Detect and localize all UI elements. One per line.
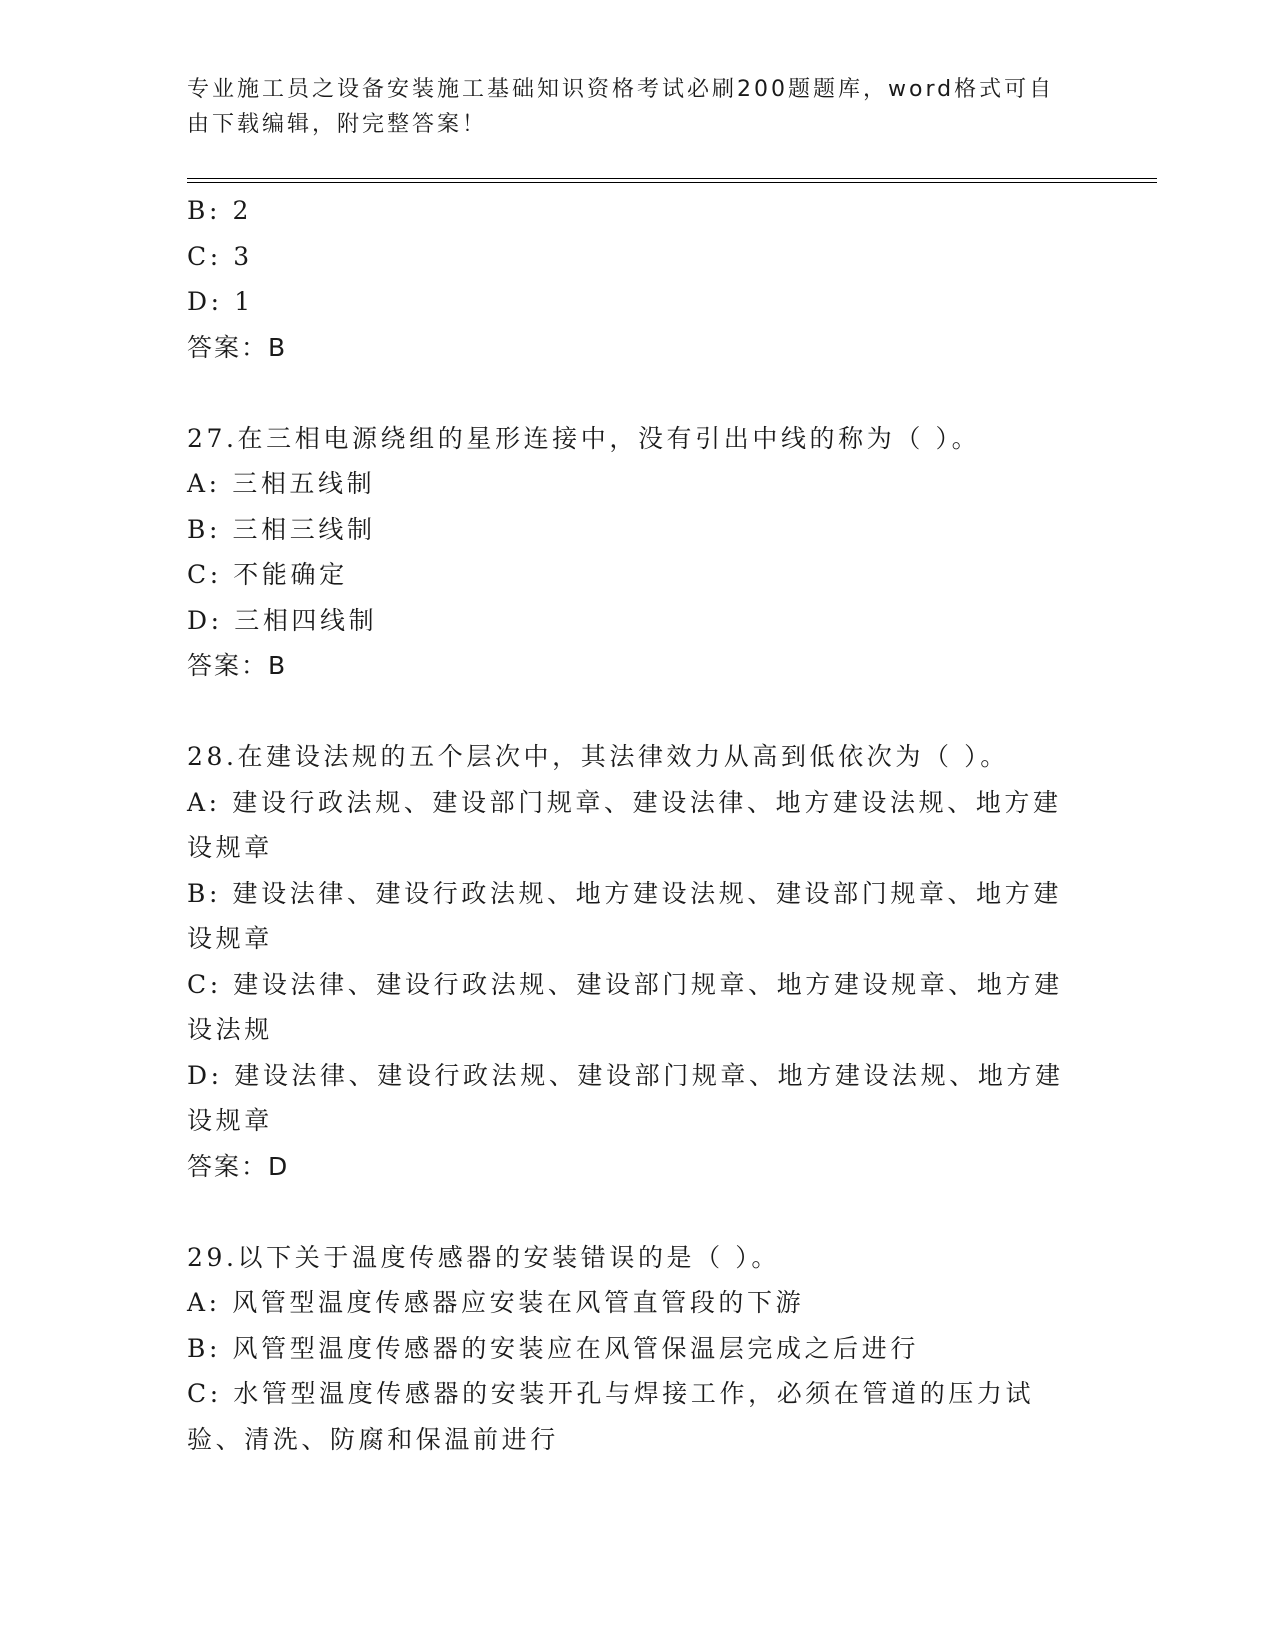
spacer xyxy=(187,370,1087,416)
option-line: C: 建设法律、建设行政法规、建设部门规章、地方建设规章、地方建设法规 xyxy=(187,969,1063,1044)
option-line: C: 不能确定 xyxy=(187,560,348,589)
option-line: B: 2 xyxy=(187,196,253,225)
option-line: B: 建设法律、建设行政法规、地方建设法规、建设部门规章、地方建设规章 xyxy=(187,878,1062,953)
option-line: B: 三相三线制 xyxy=(187,514,376,544)
option-line: A: 风管型温度传感器应安装在风管直管段的下游 xyxy=(187,1288,805,1317)
answer-line: 答案：B xyxy=(187,651,288,680)
option-line: C: 3 xyxy=(187,241,253,271)
answer-line: 答案：B xyxy=(187,332,288,362)
option-line: D: 建设法律、建设行政法规、建设部门规章、地方建设法规、地方建设规章 xyxy=(187,1060,1064,1135)
answer-line: 答案：D xyxy=(187,1151,290,1181)
option-line: C: 水管型温度传感器的安装开孔与焊接工作，必须在管道的压力试验、清洗、防腐和保温前进行 xyxy=(187,1379,1035,1454)
spacer xyxy=(187,689,1087,735)
option-line: B: 风管型温度传感器的安装应在风管保温层完成之后进行 xyxy=(187,1333,919,1363)
question-stem: 29.以下关于温度传感器的安装错误的是（ ）。 xyxy=(187,1242,781,1272)
option-line: A: 三相五线制 xyxy=(187,469,376,498)
spacer xyxy=(187,1189,1087,1235)
question-stem: 28.在建设法规的五个层次中，其法律效力从高到低依次为（ ）。 xyxy=(187,742,1009,771)
header-divider xyxy=(187,178,1157,183)
page-header xyxy=(187,72,1067,142)
question-stem: 27.在三相电源绕组的星形连接中，没有引出中线的称为（ ）。 xyxy=(187,423,981,453)
document-title: 专业施工员之设备安装施工基础知识资格考试必刷200题题库，word格式可自由下载编辑，附完整答案！ xyxy=(187,77,1055,137)
option-line: A: 建设行政法规、建设部门规章、建设法律、地方建设法规、地方建设规章 xyxy=(187,787,1062,862)
question-list xyxy=(187,188,1087,1462)
option-line: D: 1 xyxy=(187,287,254,316)
option-line: D: 三相四线制 xyxy=(187,605,378,635)
